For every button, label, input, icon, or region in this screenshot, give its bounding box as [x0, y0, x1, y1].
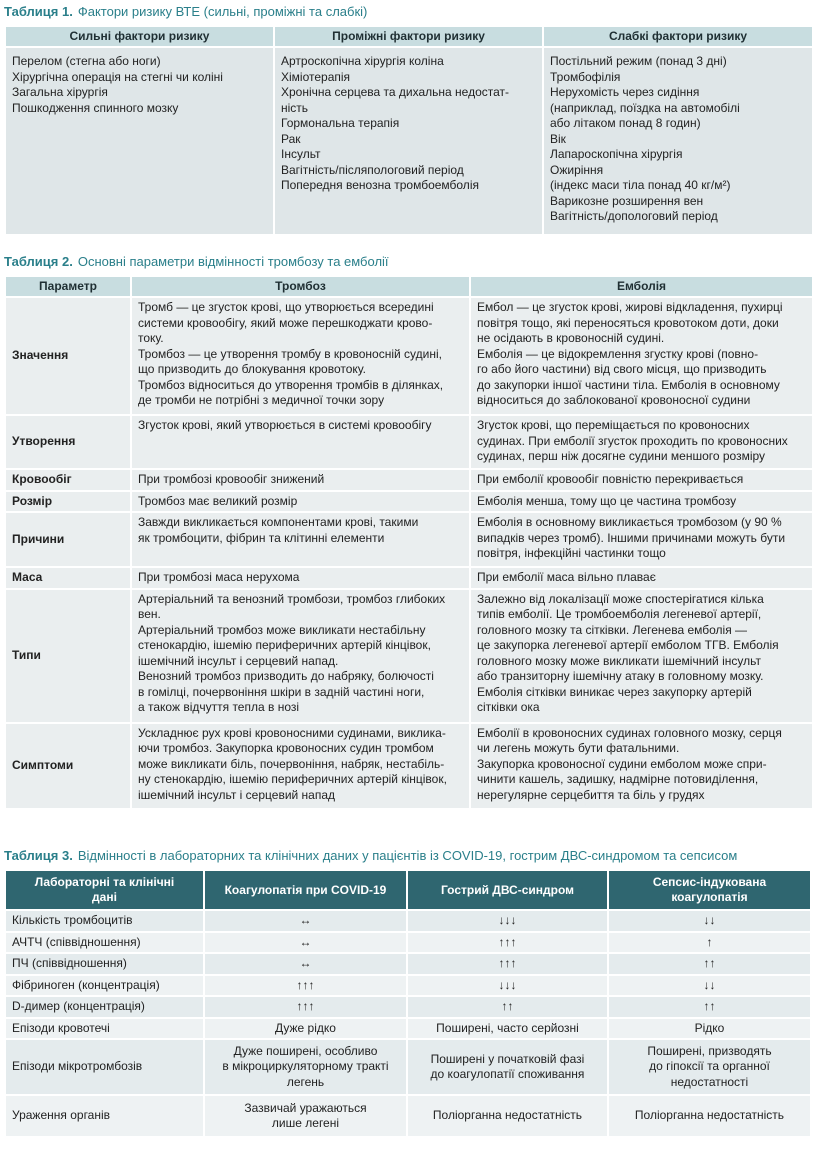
- text-line: як тромбоцити, фібрин та клітинні елементи: [138, 530, 385, 545]
- text-line: Постільний режим (понад 3 дні): [550, 54, 727, 68]
- text-line: а також відчуття тепла в нозі: [138, 700, 300, 714]
- table2-label: Таблиця 2.: [4, 254, 73, 269]
- covid-cell: [205, 976, 406, 996]
- table3-row-label: ПЧ (співвідношення): [6, 954, 203, 974]
- embolism-cell: [471, 568, 812, 588]
- covid-cell: [205, 997, 406, 1017]
- text-line: ↓↓: [703, 977, 716, 992]
- text-line: Ускладнює рух крові кровоносними судинами, виклика-: [138, 725, 446, 740]
- table3-row: [6, 1019, 810, 1039]
- text-line: Артеріальний тромбоз може викликати нестабільну: [138, 622, 426, 637]
- text-line: що призводить до блокування кровотоку.: [138, 362, 366, 376]
- dic-cell: [408, 1019, 607, 1039]
- text-line: Тромбоз має великий розмір: [138, 493, 298, 508]
- table3-title: Відмінності в лабораторних та клінічних даних у пацієнтів із COVID-19, гострим ДВС-синдромом та сепсисом: [77, 848, 738, 863]
- text-line: Інсульт: [281, 147, 321, 161]
- text-line: Зазвичай уражаються: [244, 1100, 367, 1115]
- text-line: ↑: [706, 934, 713, 949]
- text-line: або транзиторну ішемічну атаку в головному мозку.: [477, 669, 764, 683]
- text-line: Згусток крові, що переміщається по кровоносних: [477, 418, 750, 432]
- table2-row: [6, 724, 812, 808]
- table3-header: [609, 871, 810, 909]
- text-line: Лапароскопічна хірургія: [550, 147, 683, 161]
- sepsis-cell: [609, 1096, 810, 1136]
- table3-row: [6, 997, 810, 1017]
- embolism-cell: [471, 298, 812, 414]
- text-line: повітря, інфекційні частинки тощо: [477, 546, 666, 560]
- text-line: ↑↑: [501, 999, 514, 1013]
- text-line: нерегулярне серцебиття та біль у грудях: [477, 787, 705, 802]
- text-line: ↑↑: [703, 999, 716, 1013]
- text-line: Хіміотерапія: [281, 69, 351, 84]
- table2-header: Емболія: [471, 277, 812, 296]
- covid-cell: [205, 1040, 406, 1094]
- text-line: Артеріальний та венозний тромбози, тромбоз глибоких: [138, 591, 446, 606]
- text-line: Емболія в основному викликається тромбозом (у 90 %: [477, 515, 782, 529]
- table1-header: Проміжні фактори ризику: [275, 27, 542, 46]
- text-line: ↑↑: [703, 956, 716, 970]
- text-line: При емболії маса вільно плаває: [477, 570, 656, 584]
- dic-cell: [408, 933, 607, 953]
- table2-param: Кровообіг: [6, 470, 130, 490]
- sepsis-cell: [609, 997, 810, 1017]
- table3-row: [6, 933, 810, 953]
- text-line: Рідко: [694, 1020, 725, 1035]
- text-line: до гіпоксії та органної: [649, 1059, 770, 1074]
- embolism-cell: [471, 470, 812, 490]
- text-line: ↑↑↑: [296, 977, 315, 992]
- thrombosis-cell: [132, 492, 469, 512]
- text-line: Тромб — це згусток крові, що утворюється всередині: [138, 300, 434, 314]
- text-line: Попередня венозна тромбоемболія: [281, 178, 479, 192]
- table2-caption: [4, 254, 389, 269]
- table1-header: Сильні фактори ризику: [6, 27, 273, 46]
- text-line: де тромби не потрібні з медичної точки зору: [138, 393, 385, 407]
- text-line: недостатності: [670, 1074, 749, 1089]
- text-line: Поширені у початковій фазі: [430, 1051, 585, 1066]
- text-line: випадків через тромб). Іншими причинами можуть бути: [477, 530, 786, 545]
- thrombosis-cell: [132, 513, 469, 566]
- table2-header: Параметр: [6, 277, 130, 296]
- text-line: (індекс маси тіла понад 40 кг/м²): [550, 178, 731, 192]
- sepsis-cell: [609, 954, 810, 974]
- text-line: Залежно від локалізації може спостерігатися кілька: [477, 591, 764, 606]
- table2-row: [6, 492, 812, 512]
- text-line: ішемічний інсульт і серцевий напад: [138, 787, 336, 802]
- text-line: вен.: [138, 607, 161, 621]
- dic-cell: [408, 911, 607, 931]
- text-line: го або його частини) від свого місця, що призводить: [477, 362, 767, 376]
- table1-caption: [4, 4, 367, 19]
- text-line: ну стенокардію, ішемію периферичних артерій кінцівок,: [138, 772, 447, 786]
- table2-param: Розмір: [6, 492, 130, 512]
- text-line: Хірургічна операція на стегні чи коліні: [12, 69, 223, 84]
- text-line: Пошкодження спинного мозку: [12, 100, 179, 115]
- text-line: Артроскопічна хірургія коліна: [281, 54, 444, 68]
- table2: [4, 275, 814, 810]
- table3-row-label: Кількість тромбоцитів: [6, 911, 203, 931]
- table3-row-label: D-димер (концентрація): [6, 997, 203, 1017]
- strong-factors-cell: [6, 48, 273, 234]
- table3-row-label: Епізоди кровотечі: [6, 1019, 203, 1039]
- text-line: ↑↑↑: [498, 934, 517, 949]
- table2-title: Основні параметри відмінності тромбозу та емболії: [77, 254, 389, 269]
- table3-header-row: [6, 871, 810, 909]
- text-line: ↔: [299, 913, 312, 927]
- table3-header: [205, 871, 406, 909]
- text-line: Нерухомість через сидіння: [550, 85, 700, 99]
- text-line: судинах, перш ніж досягне судини меншого розміру: [477, 449, 766, 463]
- text-line: головного мозку та сітківки. Легенева емболія —: [477, 622, 748, 637]
- table3-row: [6, 911, 810, 931]
- text-line: Поліорганна недостатність: [432, 1108, 583, 1123]
- text-line: Поширені, часто серйозні: [436, 1020, 579, 1035]
- text-line: не осідають в кровоносній судині.: [477, 331, 665, 345]
- embolism-cell: [471, 416, 812, 468]
- text-line: повітря тощо, які переносяться кровотоком доти, доки: [477, 315, 779, 330]
- text-line: Гострий ДВС-синдром: [440, 882, 574, 897]
- text-line: легень: [286, 1074, 325, 1089]
- table2-param: Причини: [6, 513, 130, 566]
- table2-row: [6, 513, 812, 566]
- text-line: ↔: [299, 934, 312, 949]
- text-line: лише легені: [271, 1116, 340, 1130]
- text-line: ішемічний інсульт і серцевий напад.: [138, 653, 339, 668]
- intermediate-factors-cell: [275, 48, 542, 234]
- text-line: При тромбозі маса нерухома: [138, 570, 300, 584]
- text-line: Емболії в кровоносних судинах головного мозку, серця: [477, 725, 782, 740]
- text-line: Закупорка кровоносної судини емболом може спри-: [477, 756, 767, 771]
- sepsis-cell: [609, 1040, 810, 1094]
- text-line: ↔: [299, 956, 312, 970]
- covid-cell: [205, 911, 406, 931]
- text-line: ↓↓↓: [498, 913, 517, 927]
- thrombosis-cell: [132, 416, 469, 468]
- table2-param: Значення: [6, 298, 130, 414]
- text-line: Рак: [281, 131, 301, 146]
- text-line: ність: [281, 100, 309, 115]
- covid-cell: [205, 933, 406, 953]
- text-line: типів емболії. Це тромбоемболія легеневої артерії,: [477, 607, 762, 621]
- text-line: сітківки ока: [477, 700, 540, 714]
- table3-row: [6, 954, 810, 974]
- table2-row: [6, 568, 812, 588]
- text-line: При емболії кровообіг повністю перекривається: [477, 472, 744, 486]
- text-line: Ожиріння: [550, 162, 604, 177]
- thrombosis-cell: [132, 470, 469, 490]
- text-line: судинах. При емболії згусток проходить по кровоносних: [477, 433, 788, 448]
- table1-header-row: [6, 27, 812, 46]
- table2-param: Типи: [6, 590, 130, 722]
- text-line: Дуже рідко: [275, 1020, 336, 1035]
- covid-cell: [205, 1019, 406, 1039]
- table2-param: Утворення: [6, 416, 130, 468]
- embolism-cell: [471, 513, 812, 566]
- text-line: Лабораторні та клінічні: [34, 875, 175, 889]
- embolism-cell: [471, 492, 812, 512]
- table2-row: [6, 416, 812, 468]
- text-line: чинити кашель, задишку, надмірне потовиділення,: [477, 772, 759, 786]
- text-line: в гомілці, почервоніння шкіри в задній частині ноги,: [138, 684, 425, 699]
- text-line: Емболія менша, тому що це частина тромбозу: [477, 493, 737, 508]
- text-line: в мікроциркуляторному тракті: [222, 1059, 389, 1074]
- table2-param: Маса: [6, 568, 130, 588]
- covid-cell: [205, 954, 406, 974]
- table1: [4, 25, 814, 236]
- text-line: ↑↑↑: [296, 999, 315, 1013]
- text-line: Дуже поширені, особливо: [233, 1043, 378, 1058]
- text-line: току.: [138, 331, 164, 345]
- table1-title: Фактори ризику ВТЕ (сильні, проміжні та слабкі): [77, 4, 368, 19]
- text-line: до коагулопатії споживання: [430, 1067, 585, 1081]
- text-line: системи кровообігу, який може перешкоджати крово-: [138, 315, 433, 330]
- text-line: Тромбоз відноситься до утворення тромбів в ділянках,: [138, 377, 444, 392]
- table1-body-row: [6, 48, 812, 234]
- text-line: (наприклад, поїздка на автомобілі: [550, 100, 740, 115]
- dic-cell: [408, 976, 607, 996]
- text-line: Гормональна терапія: [281, 116, 400, 130]
- sepsis-cell: [609, 976, 810, 996]
- text-line: Поліорганна недостатність: [634, 1108, 785, 1123]
- table2-param: Симптоми: [6, 724, 130, 808]
- thrombosis-cell: [132, 298, 469, 414]
- table3-header: [6, 871, 203, 909]
- table3-row-label: Ураження органів: [6, 1096, 203, 1136]
- text-line: Згусток крові, який утворюється в системі кровообігу: [138, 418, 432, 432]
- dic-cell: [408, 1096, 607, 1136]
- table3-label: Таблиця 3.: [4, 848, 73, 863]
- table3-row-label: Фібриноген (концентрація): [6, 976, 203, 996]
- text-line: ючи тромбоз. Закупорка кровоносних судин тромбом: [138, 741, 434, 755]
- text-line: до закупорки іншої частини тіла. Емболія в основному: [477, 377, 780, 392]
- table3-row: [6, 1096, 810, 1136]
- covid-cell: [205, 1096, 406, 1136]
- thrombosis-cell: [132, 590, 469, 722]
- table1-header: Слабкі фактори ризику: [544, 27, 812, 46]
- text-line: ↓↓: [703, 913, 716, 927]
- table3-row: [6, 976, 810, 996]
- sepsis-cell: [609, 1019, 810, 1039]
- text-line: Тромбофілія: [550, 69, 621, 84]
- text-line: Варикозне розширення вен: [550, 193, 704, 208]
- text-line: ↓↓↓: [498, 977, 517, 992]
- table2-row: [6, 590, 812, 722]
- table3-header: [408, 871, 607, 909]
- dic-cell: [408, 1040, 607, 1094]
- text-line: Тромбоз — це утворення тромбу в кровоносній судині,: [138, 346, 442, 361]
- text-line: чи легень можуть бути фатальними.: [477, 741, 680, 755]
- text-line: коагулопатія: [671, 890, 748, 904]
- text-line: ↑↑↑: [498, 956, 517, 970]
- table2-header: Тромбоз: [132, 277, 469, 296]
- weak-factors-cell: [544, 48, 812, 234]
- text-line: Коагулопатія при COVID-19: [224, 882, 387, 897]
- text-line: Перелом (стегна або ноги): [12, 54, 161, 68]
- text-line: Поширені, призводять: [647, 1043, 772, 1058]
- text-line: Вік: [550, 131, 566, 146]
- text-line: Емболія — це відокремлення згустку крові (повно-: [477, 346, 759, 361]
- text-line: дані: [92, 890, 117, 904]
- thrombosis-cell: [132, 568, 469, 588]
- text-line: Ембол — це згусток крові, жирові відкладення, пухирці: [477, 300, 783, 314]
- text-line: При тромбозі кровообіг знижений: [138, 472, 325, 486]
- text-line: Завжди викликається компонентами крові, такими: [138, 515, 419, 529]
- thrombosis-cell: [132, 724, 469, 808]
- table3-row-label: АЧТЧ (співвідношення): [6, 933, 203, 953]
- text-line: відноситься до заблокованої кровоносної судини: [477, 393, 751, 407]
- text-line: Хронічна серцева та дихальна недостат-: [281, 85, 510, 99]
- table3-row-label: Епізоди мікротромбозів: [6, 1040, 203, 1094]
- dic-cell: [408, 954, 607, 974]
- text-line: це закупорка легеневої артерії емболом ТГВ. Емболія: [477, 638, 779, 652]
- text-line: стенокардію, ішемію периферичних артерій кінцівок,: [138, 638, 431, 652]
- table1-label: Таблиця 1.: [4, 4, 73, 19]
- text-line: Вагітність/допологовий період: [550, 209, 718, 223]
- table2-row: [6, 470, 812, 490]
- text-line: може викликати біль, почервоніння, набряк, нестабіль-: [138, 756, 445, 771]
- dic-cell: [408, 997, 607, 1017]
- text-line: головного мозку може викликати ішемічний інсульт: [477, 653, 761, 668]
- table2-header-row: [6, 277, 812, 296]
- sepsis-cell: [609, 911, 810, 931]
- text-line: або літаком понад 8 годин): [550, 116, 701, 130]
- text-line: Емболія сітківки виникає через закупорку артерій: [477, 684, 752, 699]
- text-line: Загальна хірургія: [12, 85, 108, 99]
- embolism-cell: [471, 724, 812, 808]
- table3-caption: [4, 848, 737, 863]
- text-line: Вагітність/післяпологовий період: [281, 162, 464, 177]
- text-line: Венозний тромбоз призводить до набряку, болючості: [138, 669, 434, 683]
- table3: [4, 869, 812, 1138]
- embolism-cell: [471, 590, 812, 722]
- table3-row: [6, 1040, 810, 1094]
- text-line: Сепсис-індукована: [652, 875, 767, 889]
- sepsis-cell: [609, 933, 810, 953]
- table2-row: [6, 298, 812, 414]
